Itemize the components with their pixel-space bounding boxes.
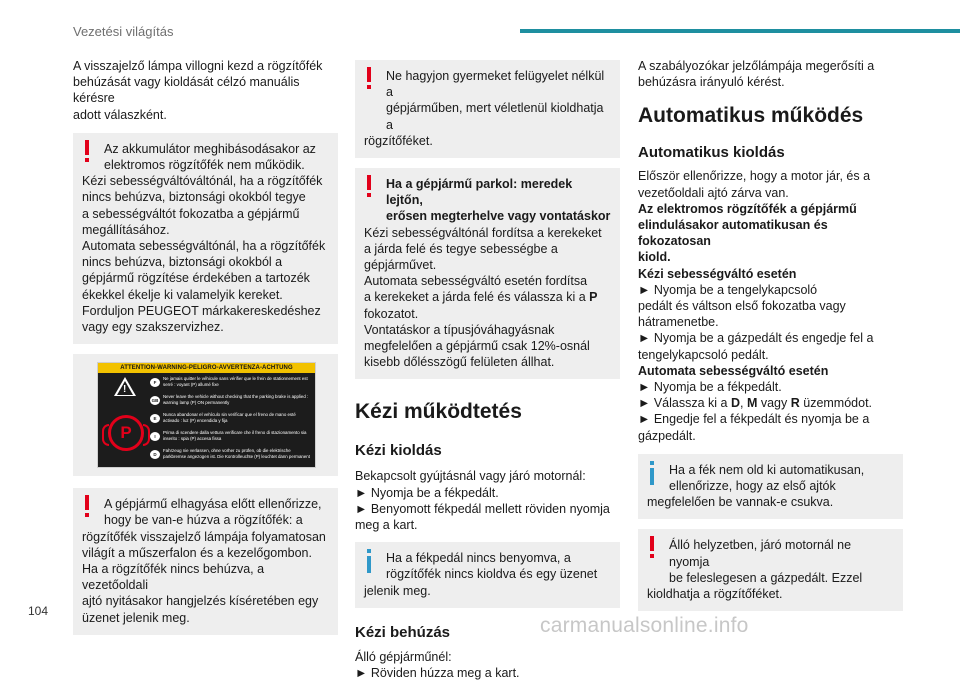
- text-line: Kézi sebességváltónál fordítsa a kerekeket: [364, 225, 602, 240]
- page-number: 104: [28, 604, 49, 618]
- text-line: nincs behúzva, biztonsági okokból a: [82, 255, 283, 270]
- gear-letter: P: [589, 290, 598, 305]
- watermark: carmanualsonline.info: [540, 614, 749, 637]
- text-line: gépjárművet.: [364, 258, 437, 273]
- text-line: megfelelően a gépjármű csak 12%-osnál: [364, 339, 590, 354]
- label-row: [150, 429, 312, 444]
- text-line: vagy egy szakszervizhez.: [82, 320, 224, 335]
- text-line: rögzítőfék visszajelző lámpája folyamatosan: [82, 529, 326, 544]
- text-line: Ha a rögzítőfék nincs behúzva, a vezetőoldali: [82, 562, 265, 593]
- info-icon: [366, 549, 372, 575]
- intro-text: [73, 58, 338, 123]
- text-line: gázpedált.: [638, 428, 696, 443]
- text-line: ajtó nyitásakor hangjelzés kíséretében egy: [82, 594, 319, 609]
- warning-box-children: [355, 60, 620, 158]
- text-line: ► Engedje fel a fékpedált és nyomja be a: [638, 412, 870, 427]
- text-line: gépjármű rögzítése érdekében a tartozék: [82, 271, 310, 286]
- text-line: Vontatáskor a típusjóváhagyásnak: [364, 322, 555, 337]
- text-line: vezetőoldali ajtó zárva van.: [638, 185, 789, 200]
- text-line: ékekkel ékelje ki valamelyik kereket.: [82, 287, 283, 302]
- section-heading: Automatikus működés: [638, 104, 864, 128]
- warning-icon: [84, 140, 90, 164]
- text-line: ► Nyomja be a tengelykapcsoló: [638, 282, 818, 297]
- release-text: [355, 468, 620, 533]
- label-row-text: Fahrzeug nie verlassen, ohne vorher zu prüfen, ob die elektrische parkbremse angezogen ist. Die Kontrolleuchte (P) leuchtet dann permanent: [163, 448, 310, 459]
- label-row-text: Prima di scendere dalla vettura verificare che il freno di stazionamento sia inserito : spia (P) accesa fissa: [163, 430, 307, 441]
- text-line: Automata sebességváltónál, ha a rögzítőfék: [82, 239, 326, 254]
- text-line: Ha a fékpedál nincs benyomva, a: [386, 551, 571, 566]
- label-row-text: Nunca abandonar el vehículo sin verificar que el freno de mano esté activado : luz (P) encendida y fija: [163, 412, 296, 423]
- text-line: hogy be van-e húzva a rögzítőfék: a: [104, 513, 303, 528]
- text-line: kiold.: [638, 250, 671, 265]
- text-line: Ne hagyjon gyermeket felügyelet nélkül a: [386, 69, 605, 100]
- text-line: pedált és váltson első fokozatba vagy: [638, 299, 846, 314]
- language-code: F: [150, 378, 160, 387]
- label-body: ! P F Ne jamais quitter le véhicule sans vérifier que le frein de stationnement est serré : voyant (P) allumé fixe GB Never leave the vehicle without checking that the parking brake is applied : warning lamp (P) ON permanently E Nunca abandonar el vehículo sin verificar que el freno de mano esté activado : luz (P) encendida y fija I Prima di scendere dalla vettura verificare che il freno di stazionamento sia inserito : spia (P) accesa fissa D Fahrzeug nie verlassen, ohne vorher zu prüfen, ob die elektrische parkbremse angezogen ist. Die Kontrolleuchte (P) leuchtet dann permanent: [98, 373, 315, 467]
- text-line: ► Benyomott fékpedál mellett röviden nyomja: [355, 501, 610, 516]
- text-line: erősen megterhelve vagy vontatáskor: [386, 209, 611, 224]
- text-line: ► Röviden húzza meg a kart.: [355, 666, 520, 681]
- label-row: [150, 411, 312, 426]
- section-heading: Kézi működtetés: [355, 400, 522, 424]
- info-box-brake-pedal: [355, 542, 620, 608]
- text-line: Az elektromos rögzítőfék a gépjármű: [638, 201, 857, 216]
- text-line: tengelykapcsoló pedált.: [638, 347, 769, 362]
- text-line: a járda felé és tegye sebességbe a: [364, 241, 558, 256]
- text-line: meg a kart.: [355, 518, 418, 533]
- text-line: Álló gépjárműnél:: [355, 649, 452, 664]
- column-1: [73, 58, 338, 635]
- text-line: ► Nyomja be a fékpedált.: [355, 485, 499, 500]
- text-line: be feleslegesen a gázpedált. Ezzel: [669, 570, 863, 585]
- text-line: A visszajelző lámpa villogni kezd a rögzítőfék: [73, 59, 323, 73]
- text-line: Álló helyzetben, járó motornál ne nyomja: [669, 538, 852, 569]
- text-line: Kézi sebességváltó esetén: [638, 266, 797, 281]
- text-line: Automata sebességváltó esetén: [638, 363, 829, 378]
- text-line: üzenet jelenik meg.: [82, 610, 190, 625]
- warning-icon: [84, 495, 90, 519]
- label-row: [150, 447, 312, 462]
- text-line: Ha a gépjármű parkol: meredek lejtőn,: [386, 177, 573, 208]
- text-line: A szabályozókar jelzőlámpája megerősíti a: [638, 59, 875, 73]
- text-line: Az akkumulátor meghibásodásakor az: [104, 141, 316, 156]
- text-line: Forduljon PEUGEOT márkakereskedéshez: [82, 303, 321, 318]
- auto-release-text: [638, 168, 903, 443]
- text-line: rögzítőfék nincs kioldva és egy üzenet: [386, 567, 598, 582]
- column-3: [638, 58, 903, 611]
- text-line: Ha a fék nem old ki automatikusan,: [669, 462, 865, 477]
- language-code: GB: [151, 398, 159, 404]
- text-line: kisebb dőlésszögű felületen állhat.: [364, 355, 555, 370]
- label-languages: [150, 375, 312, 462]
- text-line: ellenőrizze, hogy az első ajtók: [669, 479, 836, 494]
- text-line: ► Válassza ki a D, M vagy R üzemmódot.: [638, 396, 873, 411]
- text-line: behúzásra irányuló kérést.: [638, 75, 785, 90]
- text-line: adott válaszként.: [73, 107, 167, 122]
- text-line: világít a műszerfalon és a kezelőgombon.: [82, 545, 312, 560]
- subsection-heading: Kézi behúzás: [355, 623, 451, 641]
- info-box-doors: [638, 454, 903, 520]
- warning-box-accelerator: [638, 529, 903, 611]
- text-line: ► Nyomja be a gázpedált és engedje fel a: [638, 331, 874, 346]
- parking-brake-icon: P: [108, 415, 144, 451]
- text-line: a sebességváltót fokozatba a gépjármű: [82, 206, 300, 221]
- text-line: ► Nyomja be a fékpedált.: [638, 380, 782, 395]
- text-line: fokozatot.: [364, 306, 419, 321]
- warning-icon: [366, 175, 372, 199]
- warning-icon: [366, 67, 372, 91]
- text-line: a kerekeket a járda felé és válassza ki a P: [364, 290, 598, 305]
- warning-box-battery: [73, 133, 338, 344]
- parking-brake-warning-label: [73, 354, 338, 476]
- warning-icon: [649, 536, 655, 560]
- language-code: D: [150, 450, 160, 459]
- label-row-text: Never leave the vehicle without checking that the parking brake is applied : warning lamp (P) ON permanently: [163, 394, 309, 405]
- text-line: elindulásakor automatikusan és fokozatosan: [638, 218, 828, 249]
- label-row: [150, 393, 312, 408]
- language-code: E: [150, 414, 160, 423]
- text-line: nincs behúzva, biztonsági okokból tegye: [82, 190, 306, 205]
- text-line: Automata sebességváltó esetén fordítsa: [364, 274, 588, 289]
- text-line: A gépjármű elhagyása előtt ellenőrizze,: [104, 497, 322, 512]
- language-code: I: [150, 432, 160, 441]
- text-line: Kézi sebességváltóváltónál, ha a rögzítőfék: [82, 174, 323, 189]
- info-icon: [649, 461, 655, 487]
- label-card: [97, 362, 316, 468]
- header-rule: [520, 29, 960, 33]
- text-line: Először ellenőrizze, hogy a motor jár, és a: [638, 169, 871, 184]
- text-line: behúzását vagy kioldását célzó manuális kérésre: [73, 75, 300, 106]
- intro-text: [638, 58, 903, 90]
- label-heading: ATTENTION-WARNING-PELIGRO-AVVERTENZA-ACHTUNG: [98, 363, 315, 373]
- warning-box-leaving-vehicle: [73, 488, 338, 635]
- subsection-heading: Automatikus kioldás: [638, 144, 785, 162]
- warning-box-parking-slope: [355, 168, 620, 379]
- label-row: [150, 375, 312, 390]
- text-line: gépjárműben, mert véletlenül kioldhatja a: [386, 101, 604, 132]
- label-row-text: Ne jamais quitter le véhicule sans vérifier que le frein de stationnement est serré : voyant (P) allumé fixe: [163, 376, 308, 387]
- text-line: hátramenetbe.: [638, 315, 719, 330]
- text-line: rögzítőféket.: [364, 133, 433, 148]
- text-line: megállításához.: [82, 222, 170, 237]
- column-2: [355, 58, 620, 681]
- text-line: jelenik meg.: [364, 583, 431, 598]
- text-line: kioldhatja a rögzítőféket.: [647, 587, 783, 602]
- header-title: Vezetési világítás: [73, 24, 174, 39]
- text-line: Bekapcsolt gyújtásnál vagy járó motornál:: [355, 469, 586, 484]
- subsection-heading: Kézi kioldás: [355, 442, 442, 460]
- apply-text: [355, 649, 620, 681]
- text-line: elektromos rögzítőfék nem működik.: [104, 158, 305, 173]
- text-line: megfelelően be vannak-e csukva.: [647, 495, 834, 510]
